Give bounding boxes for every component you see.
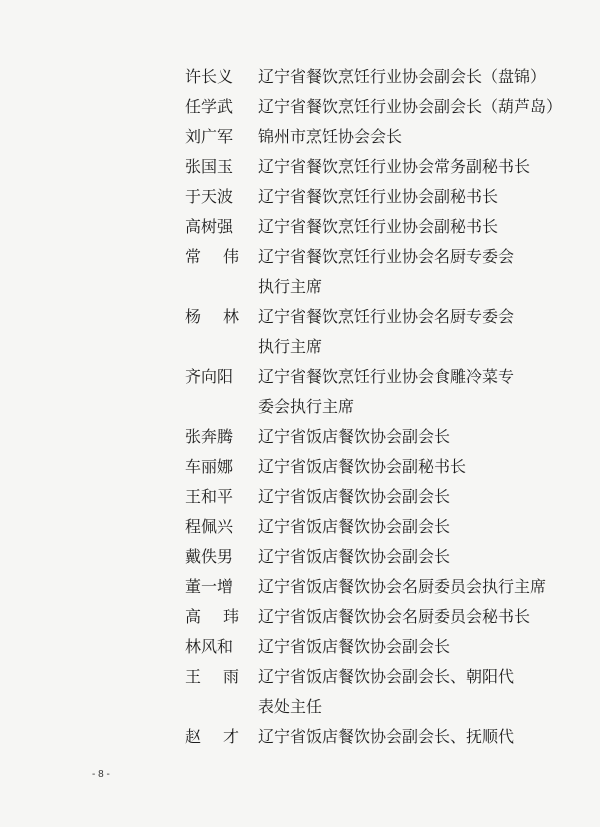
member-name: 高树强 [185,217,234,236]
member-name: 刘广军 [185,127,234,146]
page-number: - 8 - [92,769,110,780]
member-title-line: 辽宁省饭店餐饮协会副会长 [258,637,451,656]
member-name: 赵 才 [185,727,239,746]
member-title-line: 辽宁省餐饮烹饪行业协会副秘书长 [258,187,499,206]
member-title-line: 辽宁省饭店餐饮协会名厨委员会秘书长 [258,607,531,626]
member-name: 王 雨 [185,667,239,686]
member-title-line: 辽宁省餐饮烹饪行业协会副会长（盘锦） [258,67,547,86]
member-name: 杨 林 [185,307,239,326]
member-title [258,602,531,632]
member-title-line: 辽宁省饭店餐饮协会副会长 [258,517,451,536]
member-title-line: 辽宁省餐饮烹饪行业协会食雕冷菜专 [258,367,515,386]
member-title [258,722,526,752]
member-name: 董一增 [185,577,234,596]
member-title-line: 锦州市烹饪协会会长 [258,127,403,146]
member-title-line: 辽宁省饭店餐饮协会副会长 [258,487,451,506]
member-title [258,302,526,362]
member-title-line: 辽宁省饭店餐饮协会副会长、抚顺代 [258,727,515,746]
member-name: 常 伟 [185,247,239,266]
member-name: 林风和 [185,637,234,656]
member-name: 王和平 [185,487,234,506]
member-name: 戴佚男 [185,547,234,566]
member-title [258,512,526,542]
member-title-line: 执行主席 [258,337,323,356]
member-name: 张国玉 [185,157,234,176]
member-title [258,212,526,242]
member-title [258,422,526,452]
member-title-line: 辽宁省餐饮烹饪行业协会副秘书长 [258,217,499,236]
member-title-line: 辽宁省餐饮烹饪行业协会常务副秘书长 [258,157,531,176]
member-title [258,482,526,512]
member-title-line: 表处主任 [258,697,323,716]
member-title [258,632,526,662]
member-title-line: 辽宁省饭店餐饮协会名厨委员会执行主席 [258,577,547,596]
member-name: 车丽娜 [185,457,234,476]
member-name: 齐向阳 [185,367,234,386]
member-title [258,152,531,182]
member-title-line: 辽宁省餐饮烹饪行业协会名厨专委会 [258,307,515,326]
member-title-line: 辽宁省饭店餐饮协会副会长 [258,427,451,446]
member-name: 许长义 [185,67,234,86]
member-name: 高 玮 [185,607,239,626]
member-name: 于天波 [185,187,234,206]
member-title [258,542,526,572]
member-title [258,92,563,122]
member-name: 任学武 [185,97,234,116]
member-title-line: 执行主席 [258,277,323,296]
member-title-line: 辽宁省饭店餐饮协会副会长 [258,547,451,566]
member-title [258,572,547,602]
member-title-line: 辽宁省餐饮烹饪行业协会名厨专委会 [258,247,515,266]
member-name: 程佩兴 [185,517,234,536]
member-title [258,182,526,212]
member-title [258,62,547,92]
member-title-line: 委会执行主席 [258,397,355,416]
member-title-line: 辽宁省餐饮烹饪行业协会副会长（葫芦岛） [258,97,563,116]
member-title [258,362,526,422]
member-name: 张奔腾 [185,427,234,446]
member-title [258,122,526,152]
member-title-line: 辽宁省饭店餐饮协会副会长、朝阳代 [258,667,515,686]
member-title [258,242,526,302]
member-title-line: 辽宁省饭店餐饮协会副秘书长 [258,457,467,476]
member-title [258,452,526,482]
member-title [258,662,526,722]
